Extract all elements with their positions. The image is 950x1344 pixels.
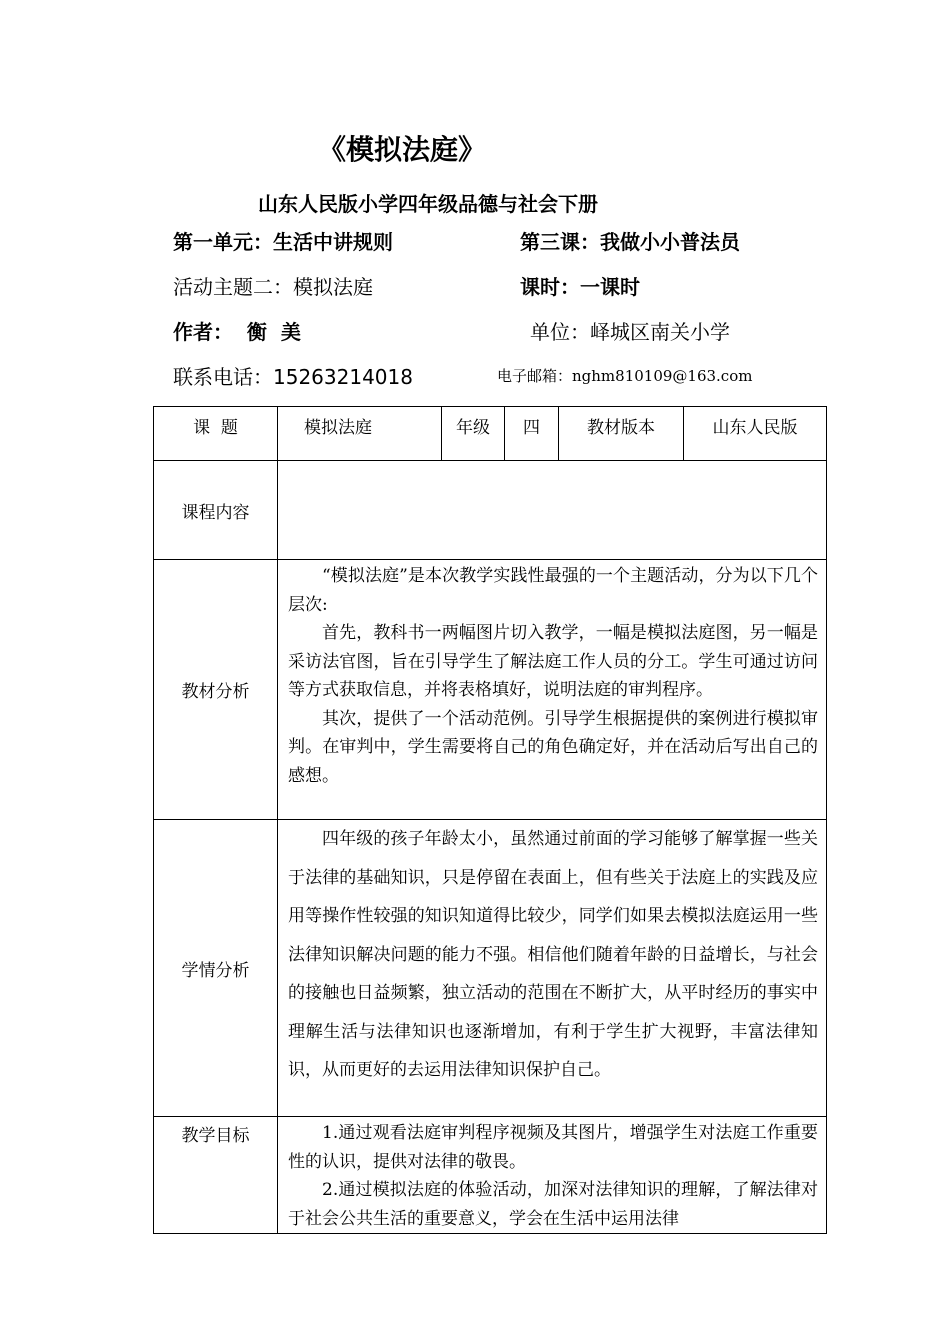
header-row <box>154 407 827 461</box>
learner-analysis-label: 学情分析 <box>154 820 278 1117</box>
course-content-value <box>278 461 827 560</box>
learner-analysis-cell <box>278 820 827 1117</box>
material-paragraph: 其次，提供了一个活动范例。引导学生根据提供的案例进行模拟审判。在审判中，学生需要将自己的角色确定好，并在活动后写出自己的感想。 <box>288 708 818 786</box>
teaching-goals-row <box>154 1117 827 1234</box>
teaching-goals-cell <box>278 1117 827 1234</box>
phone-info: 联系电话：15263214018 <box>173 365 413 389</box>
document-subtitle: 山东人民版小学四年级品德与社会下册 <box>258 192 598 216</box>
material-analysis-label: 教材分析 <box>154 560 278 820</box>
lesson-info: 第三课：我做小小普法员 <box>520 230 740 254</box>
grade-label: 年级 <box>442 407 505 461</box>
material-paragraph: “模拟法庭”是本次教学实践性最强的一个主题活动，分为以下几个层次: <box>288 566 818 615</box>
learner-analysis-row <box>154 820 827 1117</box>
school-info: 单位：峄城区南关小学 <box>530 320 730 344</box>
goal-item: 1.通过观看法庭审判程序视频及其图片，增强学生对法庭工作重要性的认识，提供对法律的敬畏。 <box>288 1123 818 1172</box>
email-info: 电子邮箱：nghm810109@163.com <box>497 367 753 385</box>
theme-info: 活动主题二：模拟法庭 <box>173 275 373 299</box>
course-content-row <box>154 461 827 560</box>
grade-value: 四 <box>505 407 559 461</box>
material-paragraph: 首先，教科书一两幅图片切入教学，一幅是模拟法庭图，另一幅是采访法官图，旨在引导学生了解法庭工作人员的分工。学生可通过访问等方式获取信息，并将表格填好，说明法庭的审判程序。 <box>288 623 818 700</box>
period-info: 课时：一课时 <box>520 275 640 299</box>
topic-value: 模拟法庭 <box>278 407 442 461</box>
edition-label: 教材版本 <box>559 407 684 461</box>
edition-value: 山东人民版 <box>684 407 827 461</box>
goal-item: 2.通过模拟法庭的体验活动，加深对法律知识的理解，了解法律对于社会公共生活的重要意义，学会在生活中运用法律 <box>288 1180 818 1229</box>
lesson-plan-table <box>153 406 827 1234</box>
unit-info: 第一单元：生活中讲规则 <box>173 230 393 254</box>
document-title: 《模拟法庭》 <box>318 133 487 166</box>
material-analysis-row <box>154 560 827 820</box>
author-info: 作者： 衡 美 <box>173 320 301 344</box>
material-analysis-cell <box>278 560 827 820</box>
topic-label: 课 题 <box>154 407 278 461</box>
learner-paragraph: 四年级的孩子年龄太小，虽然通过前面的学习能够了解掌握一些关于法律的基础知识，只是停留在表面上，但有些关于法庭上的实践及应用等操作性较强的知识知道得比较少，同学们如果去模拟法庭运用一些法律知识解决问题的能力不强。相信他们随着年龄的日益增长，与社会的接触也日益频繁，独立活动的范围在不断扩大，从平时经历的事实中理解生活与法律知识也逐渐增加，有利于学生扩大视野，丰富法律知识，从而更好的去运用法律知识保护自己。 <box>288 829 818 1080</box>
teaching-goals-label: 教学目标 <box>154 1117 278 1234</box>
course-content-label: 课程内容 <box>154 461 278 560</box>
